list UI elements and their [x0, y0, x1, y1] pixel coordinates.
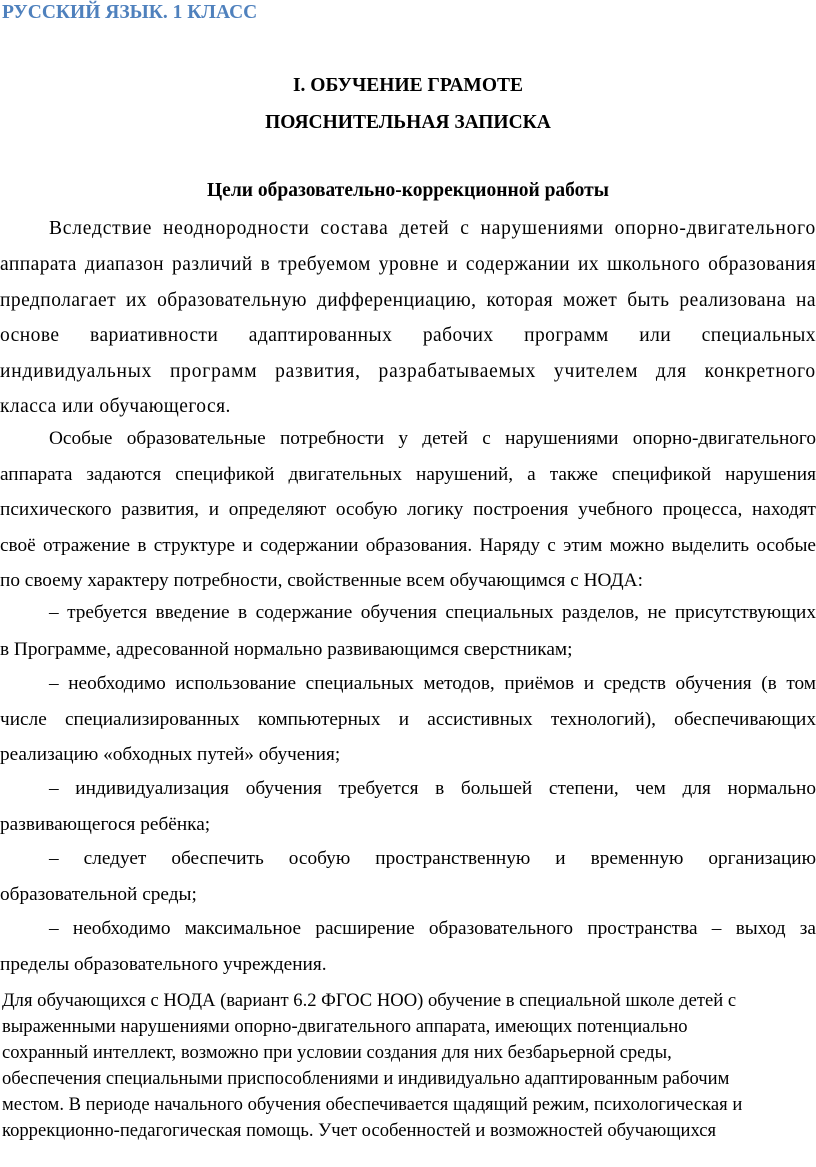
list-item-line: образовательной среды; — [0, 884, 197, 905]
goals-heading: Цели образовательно-коррекционной работы — [207, 180, 609, 201]
paragraph-line: сохранный интеллект, возможно при условии создания для них безбарьерной среды, — [2, 1042, 672, 1063]
paragraph-line: обеспечения специальными приспособлениями и индивидуально адаптированным рабочим — [2, 1068, 730, 1089]
page-header: РУССКИЙ ЯЗЫК. 1 КЛАСС — [2, 2, 258, 23]
list-item-line: числе специализированных компьютерных и ассистивных технологий), обеспечивающих — [0, 709, 816, 730]
note-title: ПОЯСНИТЕЛЬНАЯ ЗАПИСКА — [265, 112, 551, 133]
list-item-line: развивающегося ребёнка; — [0, 814, 211, 835]
paragraph-line: основе вариативности адаптированных рабочих программ или специальных — [0, 325, 816, 346]
paragraph-line: местом. В периоде начального обучения обеспечивается щадящий режим, психологическая и — [2, 1094, 743, 1115]
list-item-line: – требуется введение в содержание обучения специальных разделов, не присутствующих — [49, 602, 816, 623]
list-item-line: в Программе, адресованной нормально развивающимся сверстникам; — [0, 639, 573, 660]
list-item-line: – индивидуализация обучения требуется в большей степени, чем для нормально — [49, 778, 816, 799]
paragraph-line: Для обучающихся с НОДА (вариант 6.2 ФГОС НОО) обучение в специальной школе детей с — [2, 990, 737, 1011]
list-item-line: – следует обеспечить особую пространственную и временную организацию — [49, 848, 816, 869]
paragraph-line: Особые образовательные потребности у детей с нарушениями опорно-двигательного — [49, 428, 816, 449]
list-item-line: пределы образовательного учреждения. — [0, 954, 327, 975]
list-item-line: – необходимо максимальное расширение образовательного пространства – выход за — [49, 918, 816, 939]
section-title: I. ОБУЧЕНИЕ ГРАМОТЕ — [292, 75, 524, 96]
paragraph-line: Вследствие неоднородности состава детей с нарушениями опорно-двигательного — [49, 218, 816, 239]
paragraph-line: класса или обучающегося. — [0, 396, 231, 417]
paragraph-line: аппарата диапазон различий в требуемом уровне и содержании их школьного образования — [0, 254, 816, 275]
paragraph-line: аппарата задаются спецификой двигательных нарушений, а также спецификой нарушения — [0, 464, 816, 485]
paragraph-line: коррекционно-педагогическая помощь. Учет особенностей и возможностей обучающихся — [2, 1120, 717, 1141]
paragraph-line: выраженными нарушениями опорно-двигательного аппарата, имеющих потенциально — [2, 1016, 688, 1037]
paragraph-line: индивидуальных программ развития, разрабатываемых учителем для конкретного — [0, 361, 816, 382]
paragraph-line: по своему характеру потребности, свойственные всем обучающимся с НОДА: — [0, 570, 643, 591]
paragraph-line: предполагает их образовательную дифференциацию, которая может быть реализована на — [0, 290, 816, 311]
list-item-line: – необходимо использование специальных методов, приёмов и средств обучения (в том — [49, 673, 816, 694]
list-item-line: реализацию «обходных путей» обучения; — [0, 744, 341, 765]
paragraph-line: психического развития, и определяют особую логику построения учебного процесса, находят — [0, 499, 816, 520]
paragraph-line: своё отражение в структуре и содержании образования. Наряду с этим можно выделить особые — [0, 535, 816, 556]
